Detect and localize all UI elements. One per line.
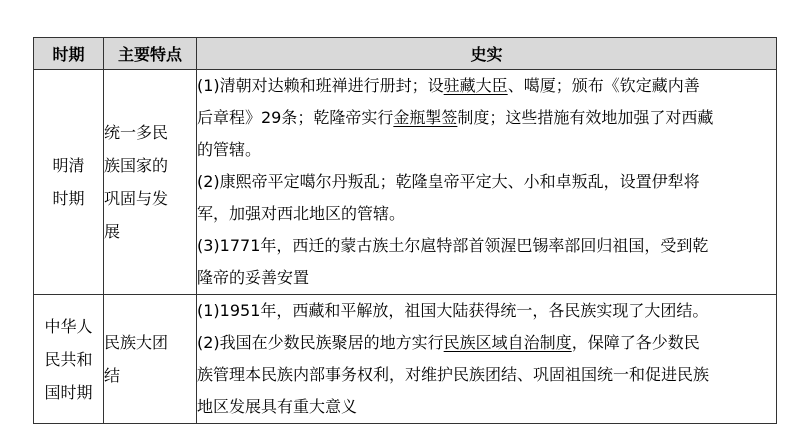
header-feature: 主要特点 (104, 38, 197, 70)
fact-line: 隆帝的妥善安置 (197, 268, 310, 287)
period-cell (34, 295, 104, 424)
header-period: 时期 (34, 38, 104, 70)
fact-line: 族管理本民族内部事务权利，对维护民族团结、巩固祖国统一和促进民族 (197, 365, 710, 384)
fact-text: 、噶厦；颁布《钦定藏内善 (507, 76, 700, 95)
feature-line: 民族大团 (104, 333, 169, 352)
fact-line: (2)康熙帝平定噶尔丹叛乱；乾隆皇帝平定大、小和卓叛乱，设置伊犁将 (197, 172, 700, 191)
feature-line: 展 (104, 222, 121, 241)
feature-line: 统一多民 (104, 123, 169, 142)
period-line: 时期 (52, 189, 85, 208)
fact-line: 的管辖。 (197, 140, 262, 159)
key-term: 民族区域自治制度 (443, 333, 572, 352)
fact-line (197, 102, 776, 134)
facts-cell (197, 70, 777, 295)
fact-line: 军，加强对西北地区的管辖。 (197, 204, 406, 223)
key-term: 金瓶掣签 (393, 108, 458, 127)
period-line: 国时期 (44, 382, 93, 402)
fact-line (197, 327, 776, 359)
table-header-row (34, 38, 777, 70)
fact-text: (1)清朝对达赖和班禅进行册封；设 (197, 76, 444, 95)
facts-cell (197, 295, 777, 424)
feature-line: 族国家的 (104, 156, 169, 175)
fact-text: 制度；这些措施有效地加强了对西藏 (457, 108, 714, 127)
fact-text: (2)我国在少数民族聚居的地方实行 (197, 333, 444, 352)
feature-line: 结 (104, 366, 121, 385)
period-line: 民共和 (44, 349, 93, 369)
history-table (33, 37, 777, 424)
period-line: 中华人 (44, 316, 93, 336)
table-row (34, 70, 777, 295)
fact-line: 地区发展具有重大意义 (197, 397, 358, 416)
fact-line: (1)1951年，西藏和平解放，祖国大陆获得统一，各民族实现了大团结。 (197, 301, 709, 320)
period-line: 明清 (52, 156, 85, 175)
fact-line: (3)1771年，西迁的蒙古族土尔扈特部首领渥巴锡率部回归祖国，受到乾 (197, 236, 709, 255)
feature-cell (104, 295, 197, 424)
feature-cell (104, 70, 197, 295)
fact-line (197, 70, 776, 102)
period-cell (34, 70, 104, 295)
fact-text: 后章程》29条；乾隆帝实行 (197, 108, 394, 127)
key-term: 驻藏大臣 (443, 76, 508, 95)
header-facts: 史实 (197, 38, 777, 70)
table-row (34, 295, 777, 424)
feature-line: 巩固与发 (104, 189, 169, 208)
fact-text: ，保障了各少数民 (571, 333, 700, 352)
